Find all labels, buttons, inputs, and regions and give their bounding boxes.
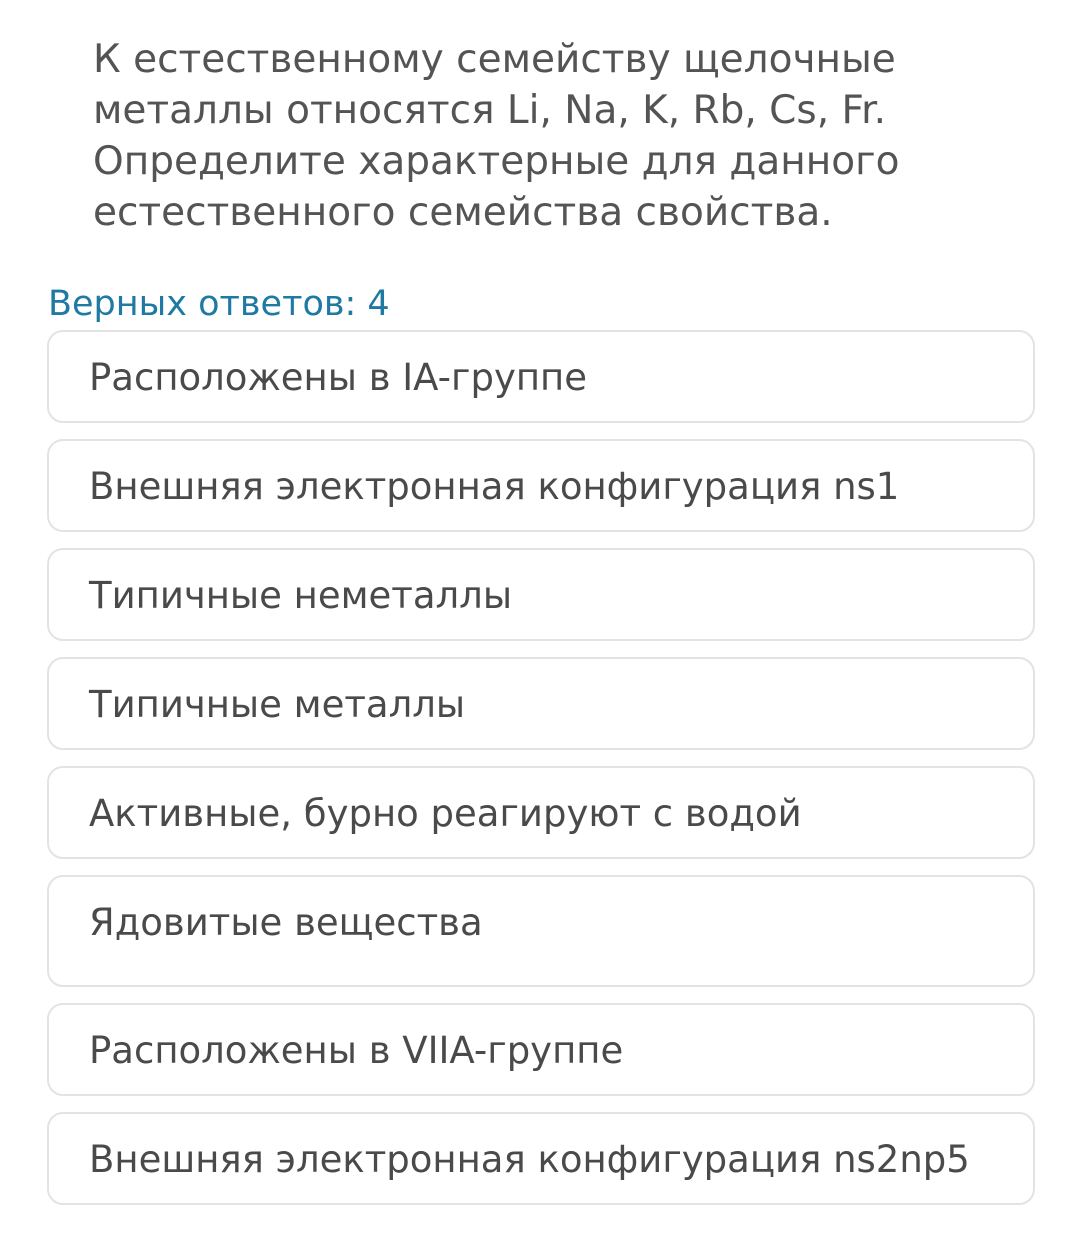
options-list xyxy=(47,330,1035,1205)
question-text: К естественному семейству щелочные металлы относятся Li, Na, K, Rb, Cs, Fr. Определите характерные для данного естественного семейства свойства. xyxy=(93,37,900,235)
option-label: Расположены в VIIA-группе xyxy=(89,1029,624,1072)
option-label: Внешняя электронная конфигурация ns1 xyxy=(89,465,900,508)
option-label: Внешняя электронная конфигурация ns2np5 xyxy=(89,1138,970,1181)
option-label: Расположены в IA-группе xyxy=(89,356,588,399)
option-label: Активные, бурно реагируют с водой xyxy=(89,792,802,835)
option-typical-metals[interactable] xyxy=(47,657,1035,750)
option-ns2np5-config[interactable] xyxy=(47,1112,1035,1205)
option-label: Типичные неметаллы xyxy=(89,574,513,617)
option-ns1-config[interactable] xyxy=(47,439,1035,532)
correct-answers-count: Верных ответов: 4 xyxy=(48,284,390,324)
option-label: Типичные металлы xyxy=(89,683,466,726)
option-poisonous[interactable] xyxy=(47,875,1035,987)
option-ia-group[interactable] xyxy=(47,330,1035,423)
option-typical-nonmetals[interactable] xyxy=(47,548,1035,641)
option-active-water[interactable] xyxy=(47,766,1035,859)
option-label: Ядовитые вещества xyxy=(89,901,483,944)
option-viia-group[interactable] xyxy=(47,1003,1035,1096)
